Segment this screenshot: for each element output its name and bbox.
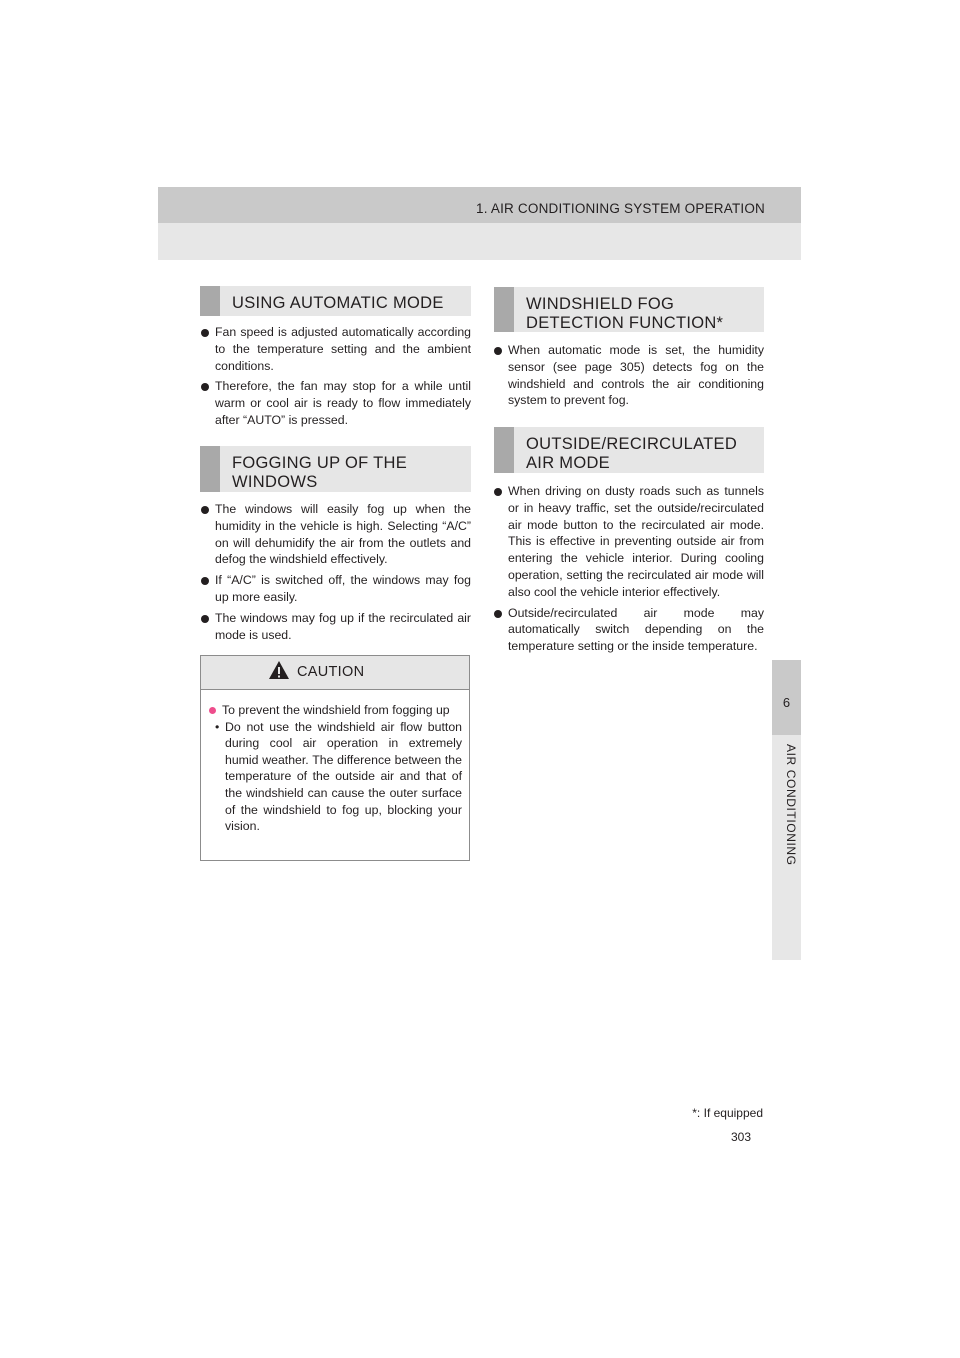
- heading-bar: [494, 427, 514, 473]
- bullet-icon: [494, 610, 502, 618]
- pink-bullet-icon: [209, 707, 216, 714]
- caution-header: [201, 656, 469, 690]
- footnote: *: If equipped: [692, 1106, 763, 1120]
- heading-outside-recirculated: [494, 427, 764, 473]
- list-item: The windows may fog up if the recirculated air mode is used.: [201, 610, 471, 644]
- list-item: When automatic mode is set, the humidity sensor (see page 305) detects fog on the windshield and controls the air conditioning system to prevent fog.: [494, 342, 764, 409]
- bullet-icon: [201, 329, 209, 337]
- heading-automatic-mode: [200, 286, 471, 316]
- list-item: Fan speed is adjusted automatically according to the temperature setting and the ambient conditions.: [201, 324, 471, 374]
- caution-box: [200, 655, 470, 861]
- caution-subitem: • Do not use the windshield air flow button during cool air operation in extremely humid weather. The difference between the temperature of the outside air and that of the windshield can cause the outer surface of the windshield to fog up, blocking your vision.: [215, 719, 462, 834]
- list-item: If “A/C” is switched off, the windows may fog up more easily.: [201, 572, 471, 606]
- list-item: The windows will easily fog up when the humidity in the vehicle is high. Selecting “A/C” on will dehumidify the air from the outlets and defog the windshield effectively.: [201, 501, 471, 568]
- section-title: 1. AIR CONDITIONING SYSTEM OPERATION: [476, 201, 765, 216]
- heading-text: FOGGING UP OF THE WINDOWS: [232, 454, 408, 491]
- bullet-icon: [201, 383, 209, 391]
- heading-fogging-up: [200, 446, 471, 492]
- bullet-icon: [494, 488, 502, 496]
- fog-detection-list: [494, 342, 764, 413]
- heading-windshield-fog: [494, 287, 764, 332]
- caution-item: To prevent the windshield from fogging up: [209, 702, 462, 719]
- list-item: Outside/recirculated air mode may automatically switch depending on the temperature setting or the inside temperature.: [494, 605, 764, 655]
- list-item: When driving on dusty roads such as tunnels or in heavy traffic, set the outside/recirculated air mode button to the recirculated air mode. This is effective in preventing outside air from entering the vehicle interior. During cooling operation, setting the recirculated air mode will also cool the vehicle interior effectively.: [494, 483, 764, 601]
- chapter-tab[interactable]: [772, 660, 801, 735]
- heading-text: USING AUTOMATIC MODE: [232, 294, 444, 312]
- bullet-icon: [201, 615, 209, 623]
- heading-bar: [494, 287, 514, 332]
- automatic-mode-list: [201, 324, 471, 433]
- heading-text: OUTSIDE/RECIRCULATED AIR MODE: [526, 435, 738, 472]
- bullet-icon: [201, 577, 209, 585]
- heading-bar: [200, 446, 220, 492]
- caution-body: [201, 690, 469, 835]
- chapter-number: 6: [782, 695, 791, 710]
- chapter-label: AIR CONDITIONING: [784, 744, 798, 866]
- fogging-list: [201, 501, 471, 647]
- bullet-icon: [201, 506, 209, 514]
- sub-bullet: •: [215, 719, 220, 734]
- header-band: [158, 187, 801, 223]
- warning-icon: [268, 660, 290, 680]
- bullet-icon: [494, 347, 502, 355]
- list-item: Therefore, the fan may stop for a while until warm or cool air is ready to flow immediately after “AUTO” is pressed.: [201, 378, 471, 428]
- heading-text: WINDSHIELD FOG DETECTION FUNCTION*: [526, 295, 724, 332]
- recirculated-list: [494, 483, 764, 659]
- header-subband: [158, 223, 801, 260]
- caution-label: CAUTION: [297, 664, 365, 680]
- heading-bar: [200, 286, 220, 316]
- page-number: 303: [730, 1130, 751, 1144]
